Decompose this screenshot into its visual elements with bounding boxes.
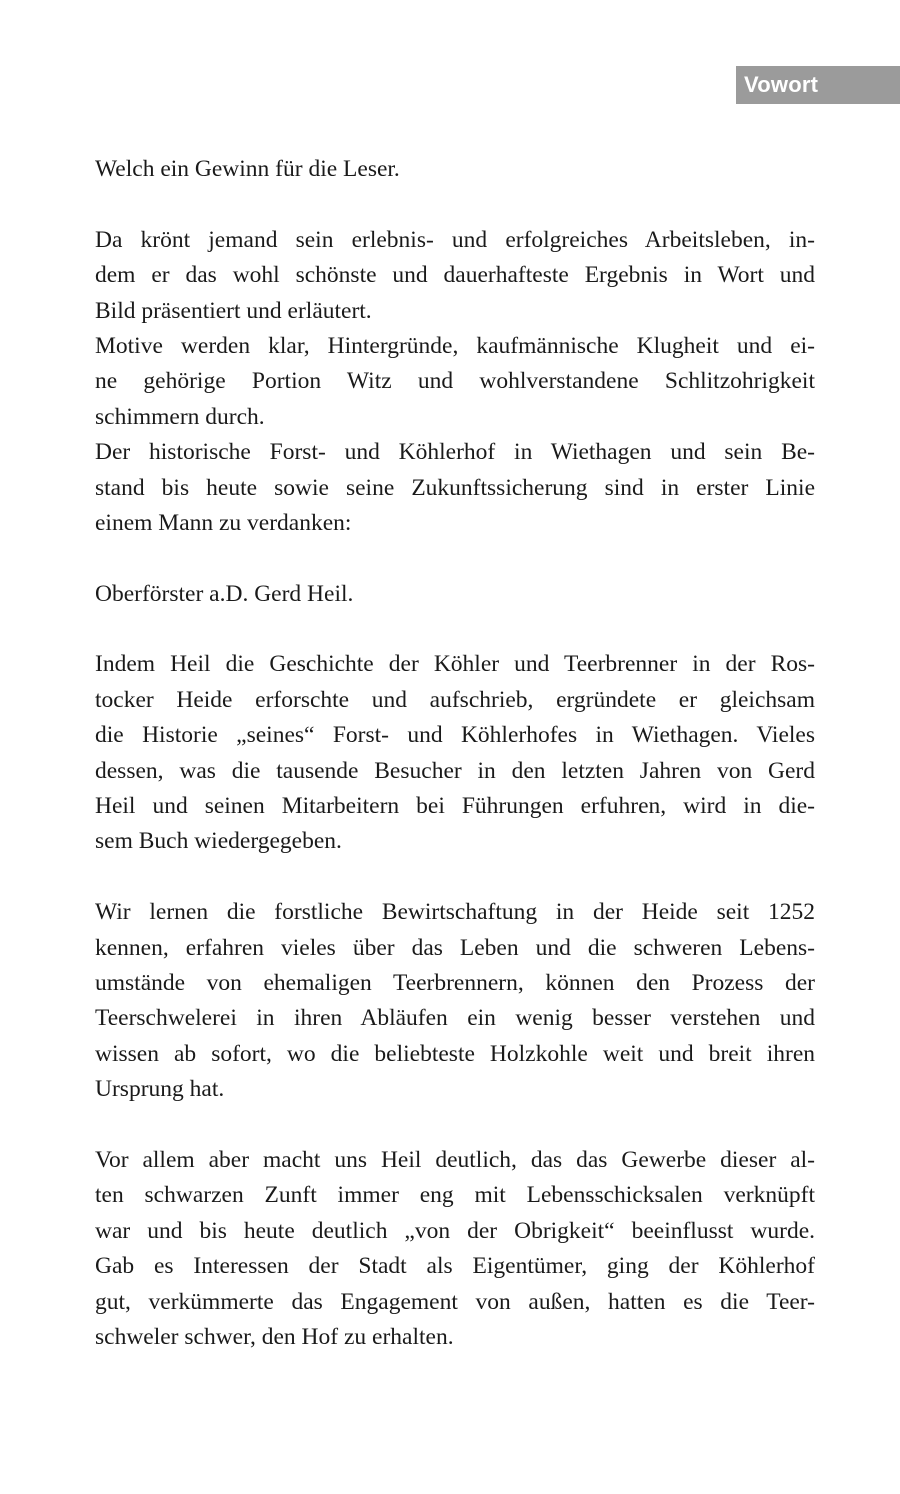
text-line: Gab es Interessen der Stadt als Eigentümer, ging der Köhlerhof [95, 1253, 815, 1280]
text-line: Bild präsentiert und erläutert. [95, 297, 372, 324]
text-line: ten schwarzen Zunft immer eng mit Lebensschicksalen verknüpft [95, 1182, 815, 1209]
text-line: Ursprung hat. [95, 1076, 225, 1103]
text-line: Teerschwelerei in ihren Abläufen ein wenig besser verstehen und [95, 1005, 815, 1032]
text-line: stand bis heute sowie seine Zukunftssicherung sind in erster Linie [95, 474, 815, 501]
paragraph [95, 577, 815, 612]
text-line: einem Mann zu verdanken: [95, 509, 352, 536]
text-line: war und bis heute deutlich „von der Obrigkeit“ beeinflusst wurde. [95, 1217, 815, 1244]
text-line: ne gehörige Portion Witz und wohlverstandene Schlitzohrigkeit [95, 368, 815, 395]
section-tab [736, 66, 900, 104]
text-line: gut, verkümmerte das Engagement von außen, hatten es die Teer- [95, 1288, 815, 1315]
body-text [95, 152, 815, 1355]
text-line: Indem Heil die Geschichte der Köhler und Teerbrenner in der Ros- [95, 651, 815, 678]
text-line: tocker Heide erforschte und aufschrieb, ergründete er gleichsam [95, 686, 815, 713]
text-line: Motive werden klar, Hintergründe, kaufmännische Klugheit und ei- [95, 332, 815, 359]
text-line: schimmern durch. [95, 403, 265, 430]
text-line: umstände von ehemaligen Teerbrennern, können den Prozess der [95, 969, 815, 996]
text-line: Heil und seinen Mitarbeitern bei Führungen erfuhren, wird in die- [95, 793, 815, 820]
text-line: Oberförster a.D. Gerd Heil. [95, 580, 354, 607]
text-line: die Historie „seines“ Forst- und Köhlerhofes in Wiethagen. Vieles [95, 722, 815, 749]
text-line: kennen, erfahren vieles über das Leben und die schweren Lebens- [95, 934, 815, 961]
text-line: Da krönt jemand sein erlebnis- und erfolgreiches Arbeitsleben, in- [95, 226, 815, 253]
text-line: sem Buch wiedergegeben. [95, 828, 342, 855]
text-line: wissen ab sofort, wo die beliebteste Holzkohle weit und breit ihren [95, 1040, 815, 1067]
paragraph [95, 223, 815, 542]
section-label: Vowort [744, 72, 819, 97]
text-line: Wir lernen die forstliche Bewirtschaftung in der Heide seit 1252 [95, 899, 815, 926]
paragraph [95, 895, 815, 1107]
text-line: dessen, was die tausende Besucher in den letzten Jahren von Gerd [95, 757, 815, 784]
text-line: Welch ein Gewinn für die Leser. [95, 156, 400, 182]
paragraph [95, 1143, 815, 1355]
text-line: dem er das wohl schönste und dauerhafteste Ergebnis in Wort und [95, 262, 815, 289]
text-line: Der historische Forst- und Köhlerhof in Wiethagen und sein Be- [95, 439, 815, 466]
text-line: Vor allem aber macht uns Heil deutlich, das das Gewerbe dieser al- [95, 1146, 815, 1173]
text-line: schweler schwer, den Hof zu erhalten. [95, 1323, 454, 1350]
paragraph [95, 152, 815, 187]
paragraph [95, 647, 815, 859]
